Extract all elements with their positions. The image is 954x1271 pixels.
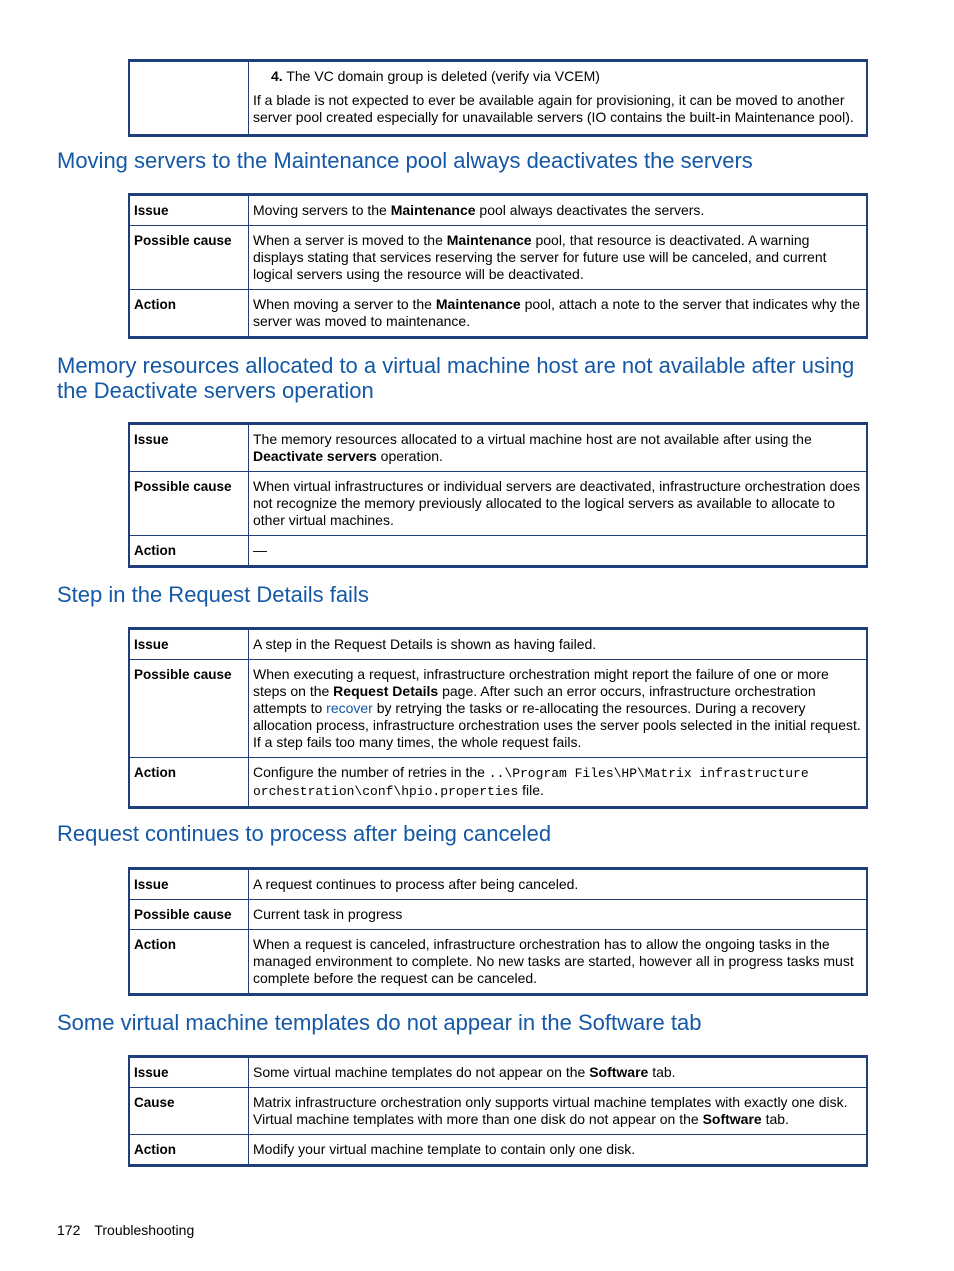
cause-label: Cause xyxy=(129,1088,249,1135)
table-row xyxy=(129,290,867,338)
cause-value: When a server is moved to the Maintenance pool, that resource is deactivated. A warning displays stating that services reserving the server for future use will be canceled, and current logical servers using the resource will be deactivated. xyxy=(249,226,868,290)
issue-value: A step in the Request Details is shown as having failed. xyxy=(249,629,868,660)
action-value: When moving a server to the Maintenance pool, attach a note to the server that indicates why the server was moved to maintenance. xyxy=(249,290,868,338)
table-row xyxy=(129,660,867,758)
issue-label: Issue xyxy=(129,629,249,660)
action-label: Action xyxy=(129,1135,249,1166)
cause-label: Possible cause xyxy=(129,660,249,758)
step-item xyxy=(253,68,862,85)
table-row xyxy=(129,424,867,472)
footer-section-title: Troubleshooting xyxy=(94,1222,195,1238)
table-row xyxy=(129,1057,867,1088)
action-label: Action xyxy=(129,758,249,808)
recover-link[interactable]: recover xyxy=(326,700,373,716)
issue-value: Some virtual machine templates do not appear on the Software tab. xyxy=(249,1057,868,1088)
table-row xyxy=(129,61,867,136)
cause-value: When virtual infrastructures or individual servers are deactivated, infrastructure orchestration does not recognize the memory previously allocated to the logical servers as available to allocate to other virtual machines. xyxy=(249,472,868,536)
section-heading-request-details: Step in the Request Details fails xyxy=(57,582,369,607)
issue-label: Issue xyxy=(129,1057,249,1088)
action-value: — xyxy=(249,536,868,567)
request-details-table xyxy=(128,627,868,809)
table-row xyxy=(129,869,867,900)
issue-value: The memory resources allocated to a virtual machine host are not available after using the Deactivate servers operation. xyxy=(249,424,868,472)
section-heading-memory: Memory resources allocated to a virtual machine host are not available after using the Deactivate servers operation xyxy=(57,353,855,403)
step-text: The VC domain group is deleted (verify via VCEM) xyxy=(286,68,600,84)
table-row xyxy=(129,226,867,290)
section-heading-maintenance: Moving servers to the Maintenance pool always deactivates the servers xyxy=(57,148,753,173)
action-label: Action xyxy=(129,930,249,995)
cause-value: Current task in progress xyxy=(249,900,868,930)
request-canceled-table xyxy=(128,867,868,996)
page-footer xyxy=(57,1222,194,1238)
action-value: When a request is canceled, infrastructure orchestration has to allow the ongoing tasks in the managed environment to complete. No new tasks are started, however all in progress tasks must complete before the request can be canceled. xyxy=(249,930,868,995)
table-row xyxy=(129,900,867,930)
step-number: 4. xyxy=(271,68,283,84)
table-row xyxy=(129,1088,867,1135)
action-value: Configure the number of retries in the ..\Program Files\HP\Matrix infrastructure orchestration\conf\hpio.properties file. xyxy=(249,758,868,808)
table-row xyxy=(129,536,867,567)
table-row xyxy=(129,758,867,808)
issue-value: A request continues to process after being canceled. xyxy=(249,869,868,900)
cause-label: Possible cause xyxy=(129,226,249,290)
cause-value: When executing a request, infrastructure orchestration might report the failure of one or more steps on the Request Details page. After such an error occurs, infrastructure orchestration attempts to recover by retrying the tasks or re-allocating the resources. During a recovery allocation process, infrastructure orchestration uses the server pools selected in the initial request. If a step fails too many times, the whole request fails. xyxy=(249,660,868,758)
continuation-paragraph: If a blade is not expected to ever be available again for provisioning, it can be moved to another server pool created especially for unavailable servers (IO contains the built-in Maintenance pool). xyxy=(253,92,854,125)
issue-label: Issue xyxy=(129,195,249,226)
cause-label: Possible cause xyxy=(129,900,249,930)
page-number: 172 xyxy=(57,1222,81,1238)
maintenance-table xyxy=(128,193,868,339)
issue-value: Moving servers to the Maintenance pool always deactivates the servers. xyxy=(249,195,868,226)
config-path: ..\Program Files\HP\Matrix infrastructure orchestration\conf\hpio.properties xyxy=(253,766,809,799)
issue-label: Issue xyxy=(129,869,249,900)
empty-label-cell xyxy=(129,61,249,136)
action-label: Action xyxy=(129,290,249,338)
table-row xyxy=(129,472,867,536)
action-label: Action xyxy=(129,536,249,567)
action-value: Modify your virtual machine template to contain only one disk. xyxy=(249,1135,868,1166)
cause-label: Possible cause xyxy=(129,472,249,536)
table-row xyxy=(129,930,867,995)
table-row xyxy=(129,1135,867,1166)
software-tab-table xyxy=(128,1055,868,1167)
value-cell xyxy=(249,61,868,136)
continuation-table xyxy=(128,59,868,137)
section-heading-request-canceled: Request continues to process after being canceled xyxy=(57,821,552,846)
issue-label: Issue xyxy=(129,424,249,472)
table-row xyxy=(129,195,867,226)
cause-value: Matrix infrastructure orchestration only supports virtual machine templates with exactly one disk. Virtual machine templates with more than one disk do not appear on the Software tab. xyxy=(249,1088,868,1135)
section-heading-software-tab: Some virtual machine templates do not appear in the Software tab xyxy=(57,1010,702,1035)
table-row xyxy=(129,629,867,660)
memory-table xyxy=(128,422,868,568)
